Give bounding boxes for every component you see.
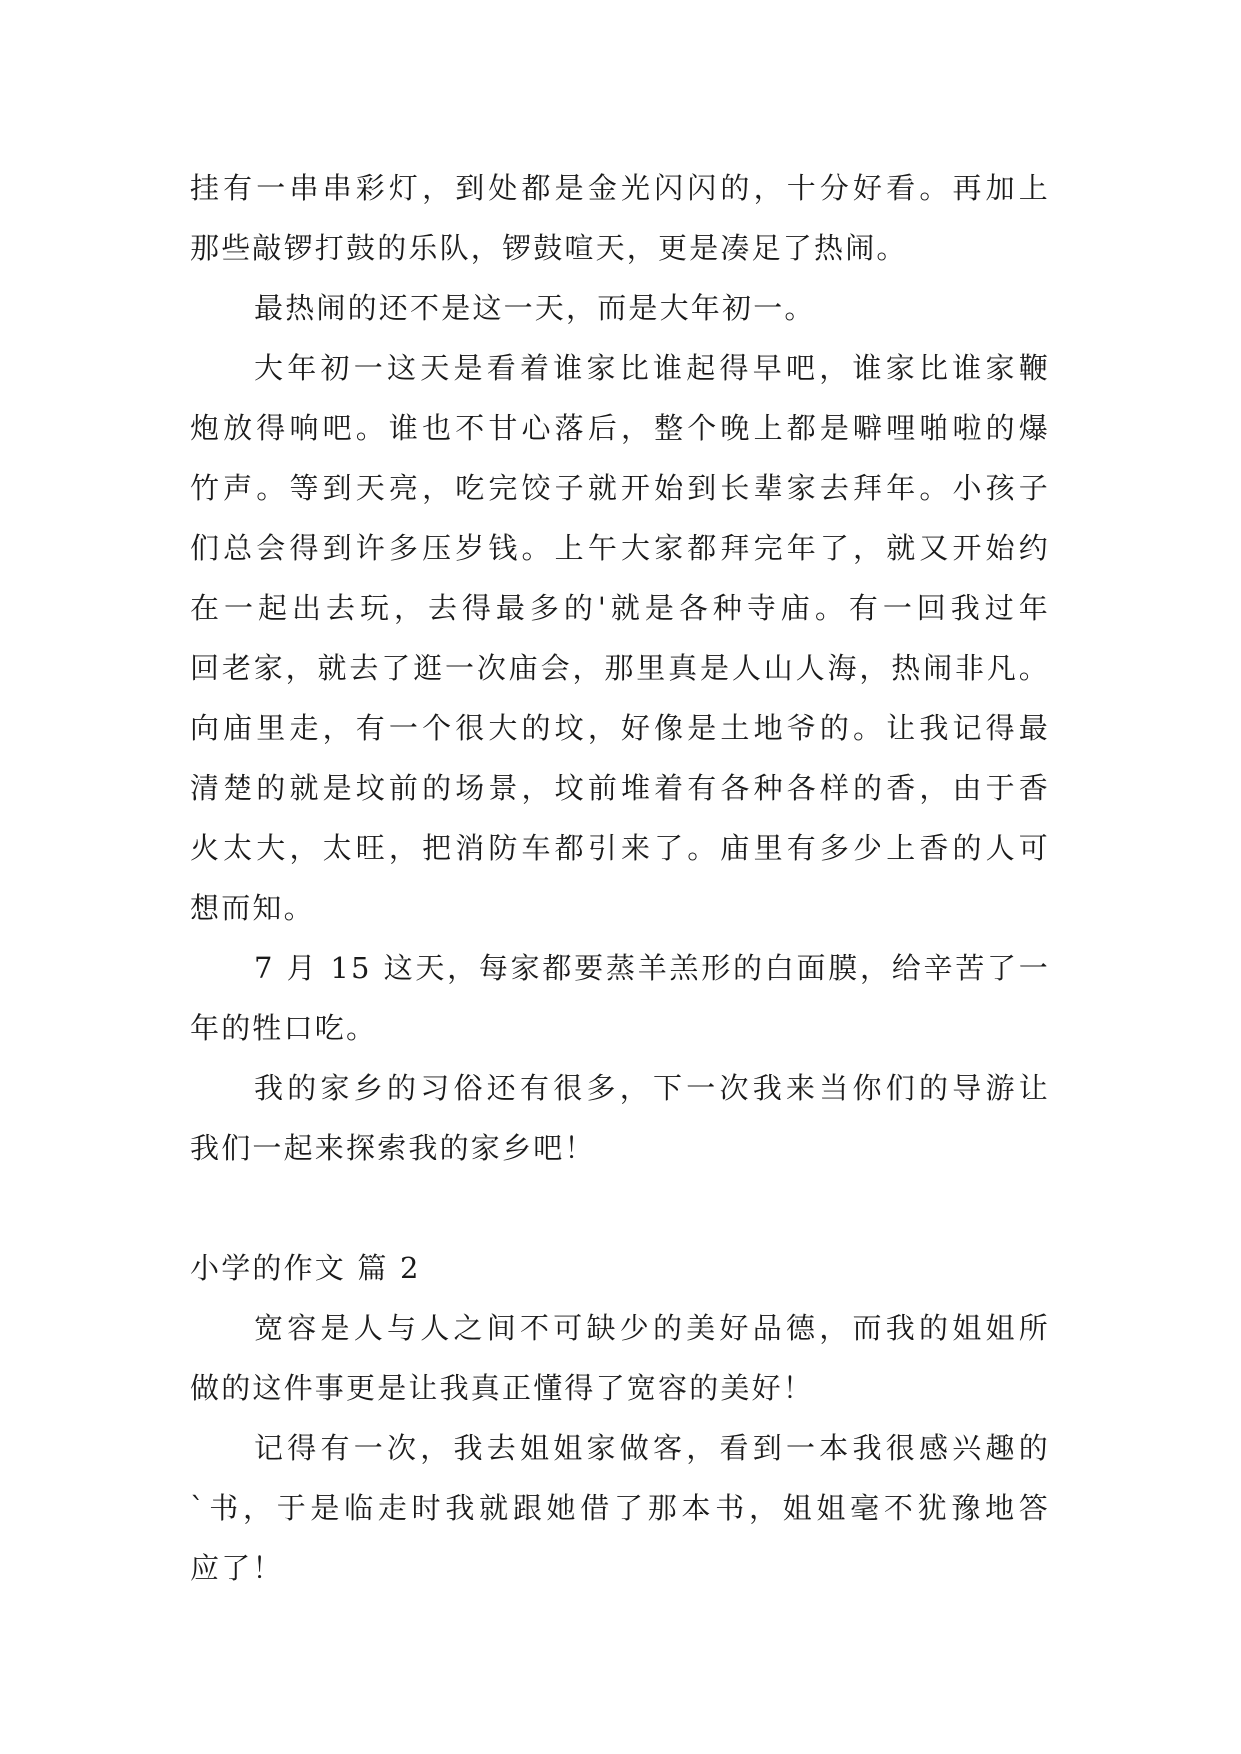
text-line: 应了！: [190, 1551, 284, 1585]
paragraph: [190, 938, 1050, 1058]
text-line: 向庙里走，有一个很大的坟，好像是土地爷的。让我记得最: [190, 711, 1050, 745]
text-line: 最热闹的还不是这一天，而是大年初一。: [254, 291, 816, 325]
text-line: 大年初一这天是看着谁家比谁起得早吧，谁家比谁家鞭: [254, 351, 1050, 385]
text-line: `书，于是临走时我就跟她借了那本书，姐姐毫不犹豫地答: [190, 1491, 1050, 1525]
text-line: 回老家，就去了逛一次庙会，那里真是人山人海，热闹非凡。: [190, 651, 1050, 685]
text-line: 在一起出去玩，去得最多的'就是各种寺庙。有一回我过年: [190, 591, 1050, 625]
text-line: 清楚的就是坟前的场景，坟前堆着有各种各样的香，由于香: [190, 771, 1050, 805]
text-line: 做的这件事更是让我真正懂得了宽容的美好！: [190, 1371, 815, 1405]
text-line: 7 月 15 这天，每家都要蒸羊羔形的白面膜，给辛苦了一: [254, 951, 1050, 985]
paragraphs-part2: [190, 1298, 1050, 1598]
text-line: 火太大，太旺，把消防车都引来了。庙里有多少上香的人可: [190, 831, 1050, 865]
text-line: 挂有一串串彩灯，到处都是金光闪闪的，十分好看。再加上: [190, 171, 1050, 205]
paragraph: [190, 278, 1050, 338]
paragraphs-part1: [190, 158, 1050, 1178]
text-line: 我们一起来探索我的家乡吧！: [190, 1131, 596, 1165]
text-line: 那些敲锣打鼓的乐队，锣鼓喧天，更是凑足了热闹。: [190, 231, 908, 265]
text-line: 我的家乡的习俗还有很多，下一次我来当你们的导游让: [254, 1071, 1050, 1105]
text-line: 想而知。: [190, 891, 315, 925]
text-line: 记得有一次，我去姐姐家做客，看到一本我很感兴趣的: [254, 1431, 1050, 1465]
text-line: 竹声。等到天亮，吃完饺子就开始到长辈家去拜年。小孩子: [190, 471, 1050, 505]
paragraph: [190, 158, 1050, 278]
paragraph: [190, 1298, 1050, 1418]
text-line: 宽容是人与人之间不可缺少的美好品德，而我的姐姐所: [254, 1311, 1050, 1345]
section-heading: 小学的作文 篇 2: [190, 1251, 421, 1285]
paragraph: [190, 1418, 1050, 1598]
text-line: 年的牲口吃。: [190, 1011, 378, 1045]
text-line: 炮放得响吧。谁也不甘心落后，整个晚上都是噼哩啪啦的爆: [190, 411, 1050, 445]
paragraph: [190, 1058, 1050, 1178]
text-line: 们总会得到许多压岁钱。上午大家都拜完年了，就又开始约: [190, 531, 1050, 565]
document-page: [190, 158, 1050, 1598]
paragraph: [190, 338, 1050, 938]
